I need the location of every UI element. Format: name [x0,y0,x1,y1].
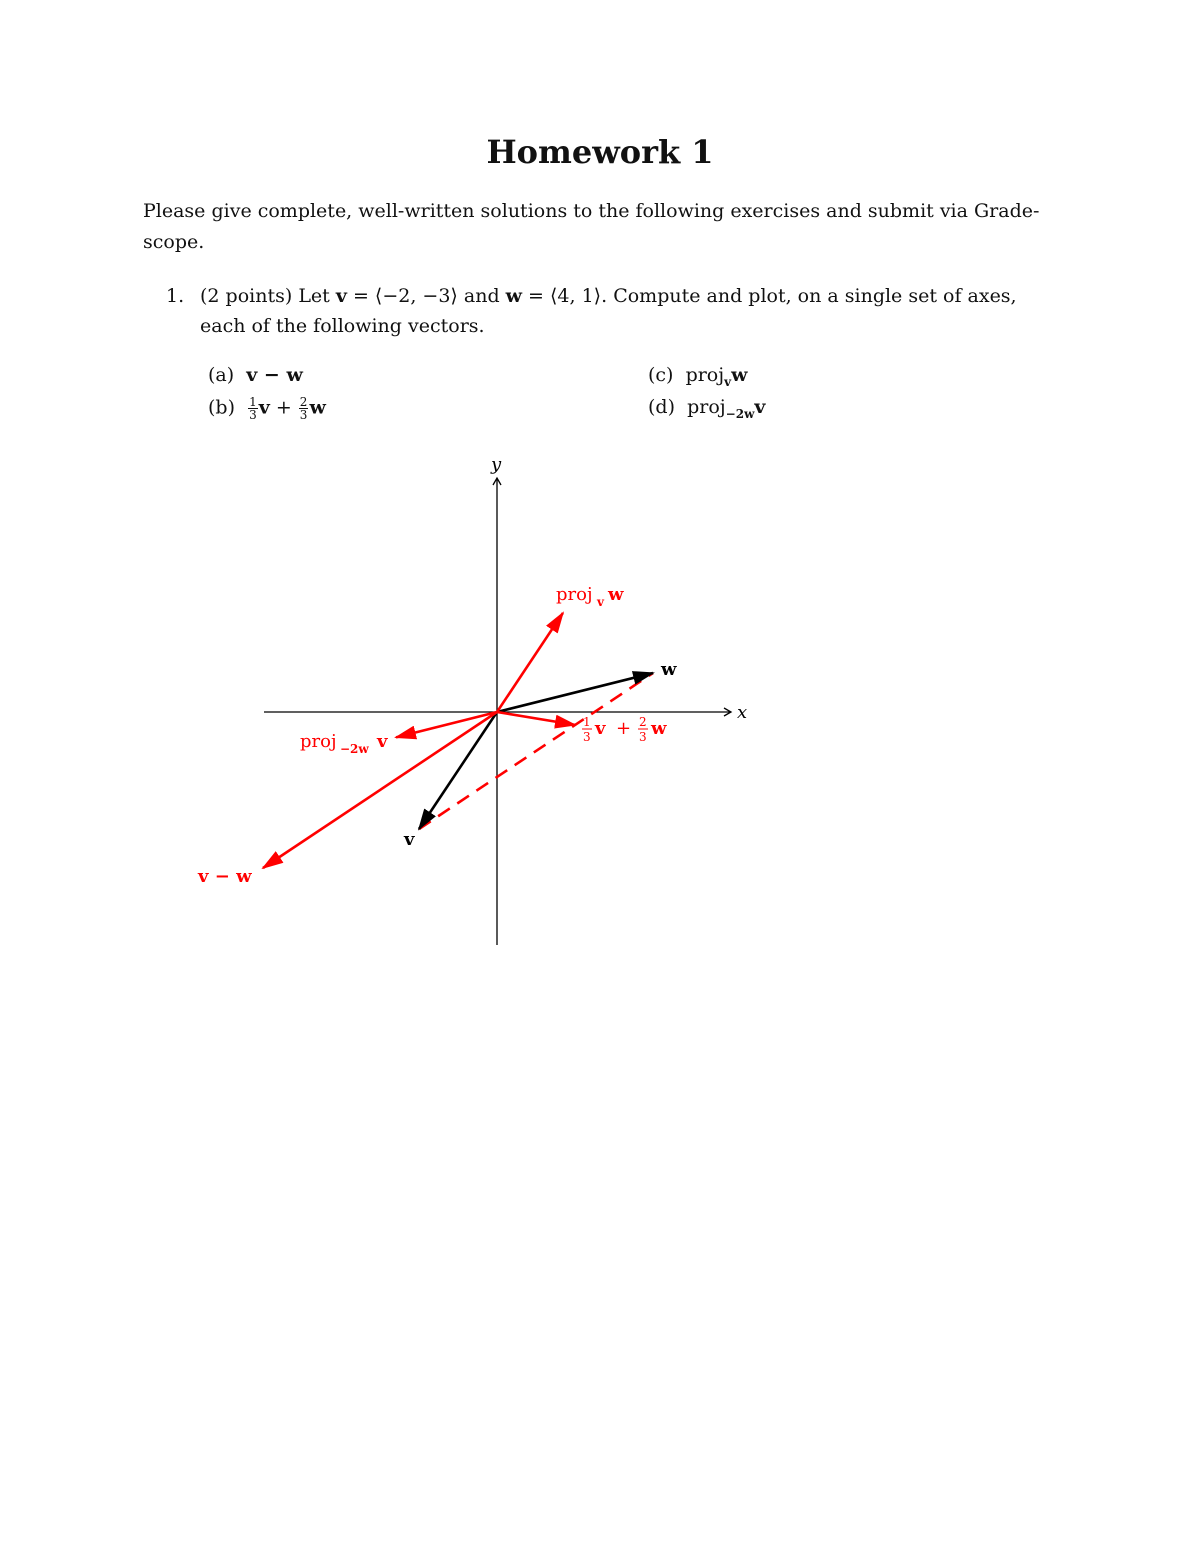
svg-text:−2w: −2w [340,742,369,756]
svg-text:3: 3 [639,730,647,744]
dashed-segment-v-to-w [419,673,653,829]
v-value: ⟨−2, −3⟩ [374,285,458,307]
svg-text:v: v [595,718,606,739]
svg-text:proj: proj [556,584,593,605]
problem-instruction: Compute and plot, on a single set of axes, each of the following vectors. [200,285,1017,337]
and-text: and [463,285,500,307]
svg-text:proj: proj [300,731,337,752]
svg-text:w: w [651,718,667,739]
label-w: w [661,659,677,680]
svg-text:+: + [616,718,632,739]
svg-text:v: v [377,731,388,752]
x-axis-label: x [737,702,748,723]
part-d-label: (d) [648,396,675,418]
svg-text:2: 2 [639,715,647,729]
part-c: (c) proj$_v$w [648,364,748,389]
problem-points: (2 points) [200,285,293,307]
page-title: Homework 1 [486,133,714,171]
label-proj-v-w [556,584,624,609]
svg-text:3: 3 [583,730,591,744]
problem-statement: (2 points) Let v = ⟨−2, −3⟩ and w = ⟨4, 1⟩. Compute and plot, on a single set of axes, each of the following vectors. [200,285,1017,337]
part-b: (b) $\frac{1}{3}$ v + $\frac{2}{3}$ w [208,395,326,422]
part-a-label: (a) [208,364,235,386]
part-a-expr: v − w [246,364,303,386]
svg-text:v: v [597,595,604,609]
part-c-label: (c) [648,364,674,386]
vector-combo [497,712,575,725]
label-one-third-v-plus-two-thirds-w [582,715,667,744]
let-text: Let [298,285,330,307]
label-proj-minus-2w-v [300,731,388,756]
w-symbol: w [505,285,523,307]
intro-paragraph: Please give complete, well-written solutions to the following exercises and submit via Grade-scope. [143,200,1040,253]
svg-text:w: w [608,584,624,605]
fraction-one-third: $\frac{1}{3}$ [249,395,257,422]
part-b-label: (b) [208,396,235,419]
label-v-minus-w: v − w [198,866,252,887]
part-d: (d) proj$_{-2w}$v [648,396,766,421]
problem-number: 1. [166,285,185,307]
w-value: ⟨4, 1⟩ [550,285,602,307]
y-axis-label: y [491,454,502,475]
label-v: v [404,829,415,850]
svg-text:1: 1 [583,715,591,729]
v-symbol: v [335,285,347,307]
fraction-two-thirds: $\frac{2}{3}$ [299,395,308,422]
